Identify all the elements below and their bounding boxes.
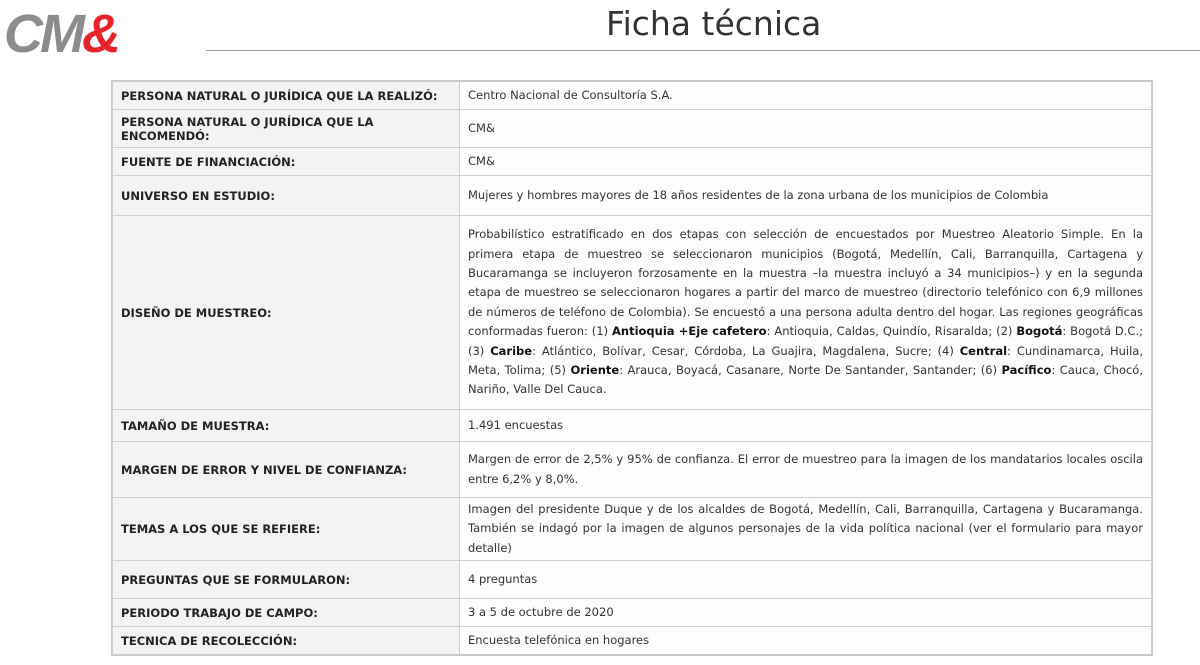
data-table <box>112 81 1152 655</box>
row-value: Mujeres y hombres mayores de 18 años residentes de la zona urbana de los municipios de Colombia <box>460 176 1152 216</box>
logo-ampersand: & <box>81 4 118 64</box>
text-segment: Probabilístico estratificado en dos etapas con selección de encuestados por Muestreo Aleatorio Simple. En la primera etapa de muestreo se seleccionaron municipios (Bogotá, Medellín, Cali, Barranquilla, Cartagena y Bucaramanga se incluyeron forzosamente en la muestra –la muestra incluyó a 34 municipios–) y en la segunda etapa de muestreo se seleccionaron hogares a partir del marco de muestreo (directorio telefónico con 6,9 millones de números de teléfono de Colombia). Se encuestó a una persona adulta dentro del hogar. Las regiones geográficas conformadas fueron: (1) <box>468 227 1143 339</box>
row-label: PERIODO TRABAJO DE CAMPO: <box>113 599 460 627</box>
text-segment: : Cauca, Chocó, Nariño, Valle Del Cauca. <box>468 363 1143 397</box>
row-label: FUENTE DE FINANCIACIÓN: <box>113 148 460 176</box>
table-row <box>113 561 1152 599</box>
table-row <box>113 410 1152 442</box>
row-value: Margen de error de 2,5% y 95% de confianza. El error de muestreo para la imagen de los mandatarios locales oscila entre 6,2% y 8,0%. <box>460 442 1152 498</box>
logo-text: CM <box>4 4 82 64</box>
row-label: UNIVERSO EN ESTUDIO: <box>113 176 460 216</box>
row-label: DISEÑO DE MUESTREO: <box>113 216 460 410</box>
row-value: 3 a 5 de octubre de 2020 <box>460 599 1152 627</box>
region-name: Central <box>959 343 1008 358</box>
text-segment: : Cundinamarca, Huila, Meta, Tolima; (5) <box>468 343 1143 378</box>
text-segment: : Arauca, Boyacá, Casanare, Norte De Santander, Santander; (6) <box>619 363 1002 378</box>
region-name: Caribe <box>490 343 533 358</box>
row-label: TECNICA DE RECOLECCIÓN: <box>113 627 460 655</box>
text-segment: : Antioquia, Caldas, Quindío, Risaralda; (2) <box>766 324 1017 339</box>
row-value: CM& <box>460 148 1152 176</box>
table-row <box>113 442 1152 498</box>
page-title: Ficha técnica <box>606 4 822 43</box>
region-name: Antioquia +Eje cafetero <box>611 324 767 339</box>
table-row <box>113 148 1152 176</box>
row-label: PERSONA NATURAL O JURÍDICA QUE LA REALIZÓ: <box>113 82 460 110</box>
row-label: PREGUNTAS QUE SE FORMULARON: <box>113 561 460 599</box>
row-value: 1.491 encuestas <box>460 410 1152 442</box>
text-segment: : Bogotá D.C.; (3) <box>468 324 1143 358</box>
table-row <box>113 627 1152 655</box>
table-row <box>113 110 1152 148</box>
row-label: PERSONA NATURAL O JURÍDICA QUE LA ENCOMENDÓ: <box>113 110 460 148</box>
text-segment: : Atlántico, Bolívar, Cesar, Córdoba, La Guajira, Magdalena, Sucre; (4) <box>532 343 960 358</box>
table-row <box>113 599 1152 627</box>
table-row <box>113 498 1152 561</box>
row-value: CM& <box>460 110 1152 148</box>
table-row <box>113 216 1152 410</box>
table-row <box>113 82 1152 110</box>
title-divider <box>206 50 1200 51</box>
row-label: TEMAS A LOS QUE SE REFIERE: <box>113 498 460 561</box>
technical-sheet-table <box>111 80 1153 656</box>
row-label: TAMAÑO DE MUESTRA: <box>113 410 460 442</box>
region-name: Bogotá <box>1016 324 1063 339</box>
row-label: MARGEN DE ERROR Y NIVEL DE CONFIANZA: <box>113 442 460 498</box>
region-name: Oriente <box>570 363 620 378</box>
region-name: Pacífico <box>1001 363 1052 378</box>
cm-logo <box>4 4 118 64</box>
row-value: 4 preguntas <box>460 561 1152 599</box>
row-value-sampling-design <box>460 216 1152 410</box>
row-value: Centro Nacional de Consultoría S.A. <box>460 82 1152 110</box>
table-row <box>113 176 1152 216</box>
row-value: Imagen del presidente Duque y de los alcaldes de Bogotá, Medellín, Cali, Barranquilla, Cartagena y Bucaramanga. También se indagó por la imagen de algunos personajes de la vida política nacional (ver el formulario para mayor detalle) <box>460 498 1152 561</box>
row-value: Encuesta telefónica en hogares <box>460 627 1152 655</box>
